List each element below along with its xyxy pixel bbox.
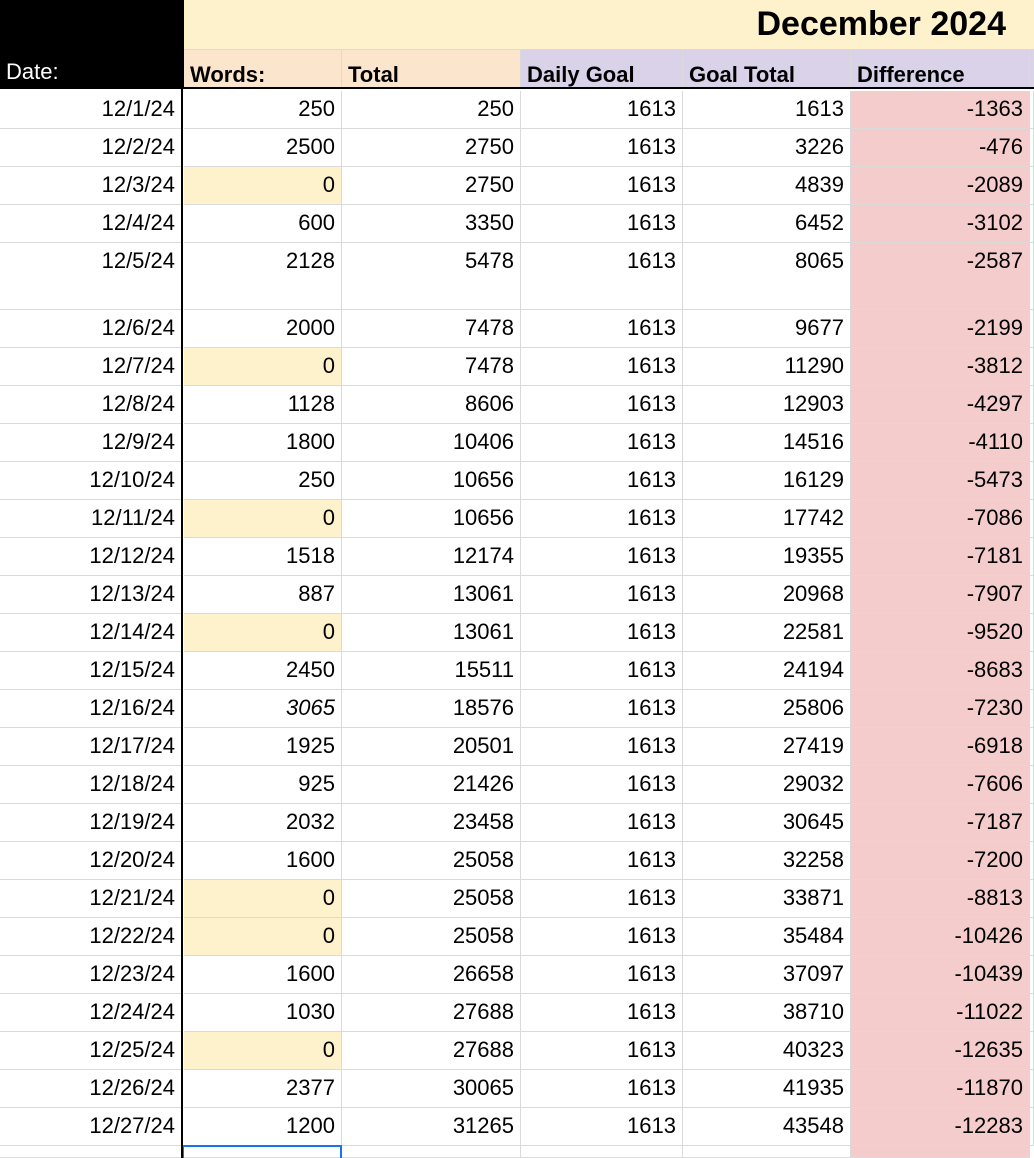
- total-cell[interactable]: [342, 1146, 521, 1158]
- daily-goal-cell[interactable]: 1613: [521, 880, 683, 918]
- goal-total-cell[interactable]: 19355: [683, 538, 851, 576]
- words-cell[interactable]: 2500: [184, 129, 342, 167]
- date-cell[interactable]: 12/11/24: [0, 500, 182, 538]
- date-cell[interactable]: 12/1/24: [0, 91, 182, 129]
- next-column-cell[interactable]: [1030, 1070, 1034, 1108]
- daily-goal-cell[interactable]: 1613: [521, 538, 683, 576]
- words-cell[interactable]: 2450: [184, 652, 342, 690]
- words-cell[interactable]: 2128: [184, 243, 342, 310]
- words-cell[interactable]: 0: [184, 348, 342, 386]
- daily-goal-cell[interactable]: 1613: [521, 652, 683, 690]
- total-cell[interactable]: 7478: [342, 348, 521, 386]
- date-cell[interactable]: 12/6/24: [0, 310, 182, 348]
- difference-cell[interactable]: -11870: [851, 1070, 1030, 1108]
- date-cell[interactable]: 12/23/24: [0, 956, 182, 994]
- daily-goal-cell[interactable]: 1613: [521, 129, 683, 167]
- total-cell[interactable]: 2750: [342, 129, 521, 167]
- next-column-cell[interactable]: [1030, 614, 1034, 652]
- next-column-cell[interactable]: [1030, 243, 1034, 310]
- words-cell[interactable]: 1600: [184, 956, 342, 994]
- next-column-cell[interactable]: [1030, 728, 1034, 766]
- goal-total-cell[interactable]: 14516: [683, 424, 851, 462]
- daily-goal-cell[interactable]: 1613: [521, 994, 683, 1032]
- words-cell[interactable]: 250: [184, 462, 342, 500]
- difference-cell[interactable]: -9520: [851, 614, 1030, 652]
- date-cell[interactable]: 12/2/24: [0, 129, 182, 167]
- daily-goal-cell[interactable]: 1613: [521, 576, 683, 614]
- words-cell[interactable]: 3065: [184, 690, 342, 728]
- goal-total-cell[interactable]: 9677: [683, 310, 851, 348]
- difference-cell[interactable]: -6918: [851, 728, 1030, 766]
- total-cell[interactable]: 10656: [342, 500, 521, 538]
- words-cell[interactable]: 1030: [184, 994, 342, 1032]
- difference-cell[interactable]: -7907: [851, 576, 1030, 614]
- goal-total-cell[interactable]: 40323: [683, 1032, 851, 1070]
- date-cell[interactable]: 12/14/24: [0, 614, 182, 652]
- selected-cell[interactable]: [182, 1145, 342, 1158]
- difference-cell[interactable]: -8683: [851, 652, 1030, 690]
- total-cell[interactable]: 10406: [342, 424, 521, 462]
- words-cell[interactable]: 1925: [184, 728, 342, 766]
- next-column-cell[interactable]: [1030, 994, 1034, 1032]
- goal-total-cell[interactable]: 24194: [683, 652, 851, 690]
- daily-goal-cell[interactable]: 1613: [521, 243, 683, 310]
- total-cell[interactable]: 27688: [342, 994, 521, 1032]
- total-cell[interactable]: 21426: [342, 766, 521, 804]
- date-cell[interactable]: 12/3/24: [0, 167, 182, 205]
- words-cell[interactable]: 1518: [184, 538, 342, 576]
- words-cell[interactable]: 2032: [184, 804, 342, 842]
- total-cell[interactable]: 7478: [342, 310, 521, 348]
- date-cell[interactable]: 12/13/24: [0, 576, 182, 614]
- date-cell[interactable]: 12/16/24: [0, 690, 182, 728]
- goal-total-cell[interactable]: 22581: [683, 614, 851, 652]
- difference-cell[interactable]: -4110: [851, 424, 1030, 462]
- date-column-label: Date:: [6, 59, 59, 84]
- daily-goal-cell[interactable]: 1613: [521, 310, 683, 348]
- daily-goal-cell[interactable]: 1613: [521, 386, 683, 424]
- next-column-cell[interactable]: [1030, 576, 1034, 614]
- goal-total-cell[interactable]: 16129: [683, 462, 851, 500]
- difference-cell[interactable]: -7200: [851, 842, 1030, 880]
- goal-total-cell[interactable]: 25806: [683, 690, 851, 728]
- words-cell[interactable]: 2000: [184, 310, 342, 348]
- next-column-cell[interactable]: [1030, 956, 1034, 994]
- total-cell[interactable]: 3350: [342, 205, 521, 243]
- daily-goal-cell[interactable]: 1613: [521, 1070, 683, 1108]
- daily-goal-header[interactable]: Daily Goal: [521, 50, 683, 89]
- date-cell[interactable]: 12/24/24: [0, 994, 182, 1032]
- total-cell[interactable]: 26658: [342, 956, 521, 994]
- words-header[interactable]: Words:: [184, 50, 342, 89]
- total-cell[interactable]: 18576: [342, 690, 521, 728]
- date-cell[interactable]: 12/20/24: [0, 842, 182, 880]
- next-column-cell[interactable]: [1030, 1108, 1034, 1146]
- words-cell[interactable]: 2377: [184, 1070, 342, 1108]
- words-cell[interactable]: 0: [184, 880, 342, 918]
- daily-goal-cell[interactable]: 1613: [521, 1108, 683, 1146]
- daily-goal-cell[interactable]: 1613: [521, 956, 683, 994]
- date-cell[interactable]: 12/4/24: [0, 205, 182, 243]
- goal-total-cell[interactable]: 43548: [683, 1108, 851, 1146]
- words-cell[interactable]: 887: [184, 576, 342, 614]
- next-column-cell[interactable]: [1030, 167, 1034, 205]
- difference-cell[interactable]: -2587: [851, 243, 1030, 310]
- difference-cell[interactable]: -4297: [851, 386, 1030, 424]
- next-column-cell[interactable]: [1030, 310, 1034, 348]
- difference-cell[interactable]: -12283: [851, 1108, 1030, 1146]
- words-cell[interactable]: 1200: [184, 1108, 342, 1146]
- next-column-cell[interactable]: [1030, 462, 1034, 500]
- next-column-cell[interactable]: [1030, 424, 1034, 462]
- date-cell[interactable]: 12/17/24: [0, 728, 182, 766]
- daily-goal-cell[interactable]: 1613: [521, 167, 683, 205]
- next-column-cell[interactable]: [1030, 129, 1034, 167]
- daily-goal-cell[interactable]: 1613: [521, 918, 683, 956]
- total-cell[interactable]: 15511: [342, 652, 521, 690]
- date-cell[interactable]: 12/27/24: [0, 1108, 182, 1146]
- total-cell[interactable]: 25058: [342, 842, 521, 880]
- next-column-cell[interactable]: [1030, 880, 1034, 918]
- difference-cell[interactable]: -11022: [851, 994, 1030, 1032]
- daily-goal-cell[interactable]: 1613: [521, 91, 683, 129]
- date-cell[interactable]: 12/25/24: [0, 1032, 182, 1070]
- words-cell[interactable]: 0: [184, 1032, 342, 1070]
- date-header-cell[interactable]: [0, 0, 184, 89]
- difference-cell[interactable]: -10426: [851, 918, 1030, 956]
- next-column-cell[interactable]: [1030, 690, 1034, 728]
- words-cell[interactable]: 0: [184, 614, 342, 652]
- next-column-cell[interactable]: [1030, 500, 1034, 538]
- goal-total-cell[interactable]: 4839: [683, 167, 851, 205]
- header-divider: [0, 87, 1034, 89]
- difference-cell[interactable]: -2089: [851, 167, 1030, 205]
- difference-cell[interactable]: -5473: [851, 462, 1030, 500]
- total-cell[interactable]: 27688: [342, 1032, 521, 1070]
- goal-total-cell[interactable]: 6452: [683, 205, 851, 243]
- difference-header[interactable]: Difference: [851, 50, 1030, 89]
- difference-cell[interactable]: -7187: [851, 804, 1030, 842]
- total-cell[interactable]: 25058: [342, 880, 521, 918]
- daily-goal-cell[interactable]: 1613: [521, 728, 683, 766]
- date-cell[interactable]: 12/26/24: [0, 1070, 182, 1108]
- words-cell[interactable]: 1128: [184, 386, 342, 424]
- goal-total-header[interactable]: Goal Total: [683, 50, 851, 89]
- date-cell[interactable]: 12/22/24: [0, 918, 182, 956]
- goal-total-cell[interactable]: [683, 1146, 851, 1158]
- next-column-cell[interactable]: [1030, 386, 1034, 424]
- daily-goal-cell[interactable]: [521, 1146, 683, 1158]
- daily-goal-cell[interactable]: 1613: [521, 766, 683, 804]
- difference-cell[interactable]: -3812: [851, 348, 1030, 386]
- next-column-cell[interactable]: [1030, 842, 1034, 880]
- total-cell[interactable]: 2750: [342, 167, 521, 205]
- total-cell[interactable]: 13061: [342, 614, 521, 652]
- goal-total-cell[interactable]: 12903: [683, 386, 851, 424]
- goal-total-cell[interactable]: 3226: [683, 129, 851, 167]
- difference-cell[interactable]: -10439: [851, 956, 1030, 994]
- difference-cell[interactable]: [851, 1146, 1030, 1158]
- words-cell[interactable]: 925: [184, 766, 342, 804]
- total-cell[interactable]: 13061: [342, 576, 521, 614]
- sheet-title: December 2024: [756, 5, 1006, 43]
- next-column-cell[interactable]: [1030, 205, 1034, 243]
- difference-cell[interactable]: -7606: [851, 766, 1030, 804]
- next-column-cell[interactable]: [1030, 766, 1034, 804]
- words-cell[interactable]: 1800: [184, 424, 342, 462]
- goal-total-cell[interactable]: 8065: [683, 243, 851, 310]
- total-cell[interactable]: 250: [342, 91, 521, 129]
- date-cell[interactable]: 12/8/24: [0, 386, 182, 424]
- goal-total-cell[interactable]: 33871: [683, 880, 851, 918]
- next-column-cell[interactable]: [1030, 1032, 1034, 1070]
- goal-total-cell[interactable]: 35484: [683, 918, 851, 956]
- difference-cell[interactable]: -3102: [851, 205, 1030, 243]
- next-column-cell[interactable]: [1030, 652, 1034, 690]
- difference-cell[interactable]: -7086: [851, 500, 1030, 538]
- date-cell[interactable]: 12/9/24: [0, 424, 182, 462]
- words-cell[interactable]: 0: [184, 918, 342, 956]
- date-cell[interactable]: 12/21/24: [0, 880, 182, 918]
- goal-total-cell[interactable]: 32258: [683, 842, 851, 880]
- next-column-cell[interactable]: [1030, 91, 1034, 129]
- total-cell[interactable]: 5478: [342, 243, 521, 310]
- daily-goal-cell[interactable]: 1613: [521, 1032, 683, 1070]
- daily-goal-cell[interactable]: 1613: [521, 462, 683, 500]
- date-cell[interactable]: 12/19/24: [0, 804, 182, 842]
- total-header[interactable]: Total: [342, 50, 521, 89]
- words-cell[interactable]: 0: [184, 500, 342, 538]
- goal-total-cell[interactable]: 37097: [683, 956, 851, 994]
- total-cell[interactable]: 20501: [342, 728, 521, 766]
- difference-cell[interactable]: -8813: [851, 880, 1030, 918]
- difference-cell[interactable]: -476: [851, 129, 1030, 167]
- goal-total-cell[interactable]: 29032: [683, 766, 851, 804]
- title-cell[interactable]: [184, 0, 1034, 50]
- daily-goal-cell[interactable]: 1613: [521, 804, 683, 842]
- goal-total-cell[interactable]: 27419: [683, 728, 851, 766]
- difference-cell[interactable]: -1363: [851, 91, 1030, 129]
- goal-total-cell[interactable]: 1613: [683, 91, 851, 129]
- goal-total-cell[interactable]: 41935: [683, 1070, 851, 1108]
- difference-cell[interactable]: -12635: [851, 1032, 1030, 1070]
- daily-goal-cell[interactable]: 1613: [521, 424, 683, 462]
- total-cell[interactable]: 10656: [342, 462, 521, 500]
- date-cell[interactable]: [0, 1146, 182, 1158]
- goal-total-cell[interactable]: 11290: [683, 348, 851, 386]
- date-cell[interactable]: 12/10/24: [0, 462, 182, 500]
- total-cell[interactable]: 12174: [342, 538, 521, 576]
- words-cell[interactable]: 1600: [184, 842, 342, 880]
- difference-cell[interactable]: -7181: [851, 538, 1030, 576]
- date-cell[interactable]: 12/5/24: [0, 243, 182, 310]
- date-cell[interactable]: 12/18/24: [0, 766, 182, 804]
- total-cell[interactable]: 25058: [342, 918, 521, 956]
- total-cell[interactable]: 23458: [342, 804, 521, 842]
- daily-goal-cell[interactable]: 1613: [521, 614, 683, 652]
- total-cell[interactable]: 8606: [342, 386, 521, 424]
- daily-goal-cell[interactable]: 1613: [521, 205, 683, 243]
- daily-goal-cell[interactable]: 1613: [521, 842, 683, 880]
- goal-total-cell[interactable]: 20968: [683, 576, 851, 614]
- next-column-cell[interactable]: [1030, 804, 1034, 842]
- goal-total-cell[interactable]: 38710: [683, 994, 851, 1032]
- total-cell[interactable]: 31265: [342, 1108, 521, 1146]
- daily-goal-cell[interactable]: 1613: [521, 500, 683, 538]
- words-cell[interactable]: 0: [184, 167, 342, 205]
- frozen-column-divider: [181, 89, 183, 1158]
- next-column-cell[interactable]: [1030, 538, 1034, 576]
- next-column-cell[interactable]: [1030, 918, 1034, 956]
- next-column-header[interactable]: [1030, 50, 1034, 89]
- goal-total-cell[interactable]: 30645: [683, 804, 851, 842]
- total-cell[interactable]: 30065: [342, 1070, 521, 1108]
- words-cell[interactable]: 600: [184, 205, 342, 243]
- next-column-cell[interactable]: [1030, 348, 1034, 386]
- goal-total-cell[interactable]: 17742: [683, 500, 851, 538]
- difference-cell[interactable]: -7230: [851, 690, 1030, 728]
- date-cell[interactable]: 12/12/24: [0, 538, 182, 576]
- daily-goal-cell[interactable]: 1613: [521, 690, 683, 728]
- words-cell[interactable]: 250: [184, 91, 342, 129]
- date-cell[interactable]: 12/15/24: [0, 652, 182, 690]
- difference-cell[interactable]: -2199: [851, 310, 1030, 348]
- daily-goal-cell[interactable]: 1613: [521, 348, 683, 386]
- date-cell[interactable]: 12/7/24: [0, 348, 182, 386]
